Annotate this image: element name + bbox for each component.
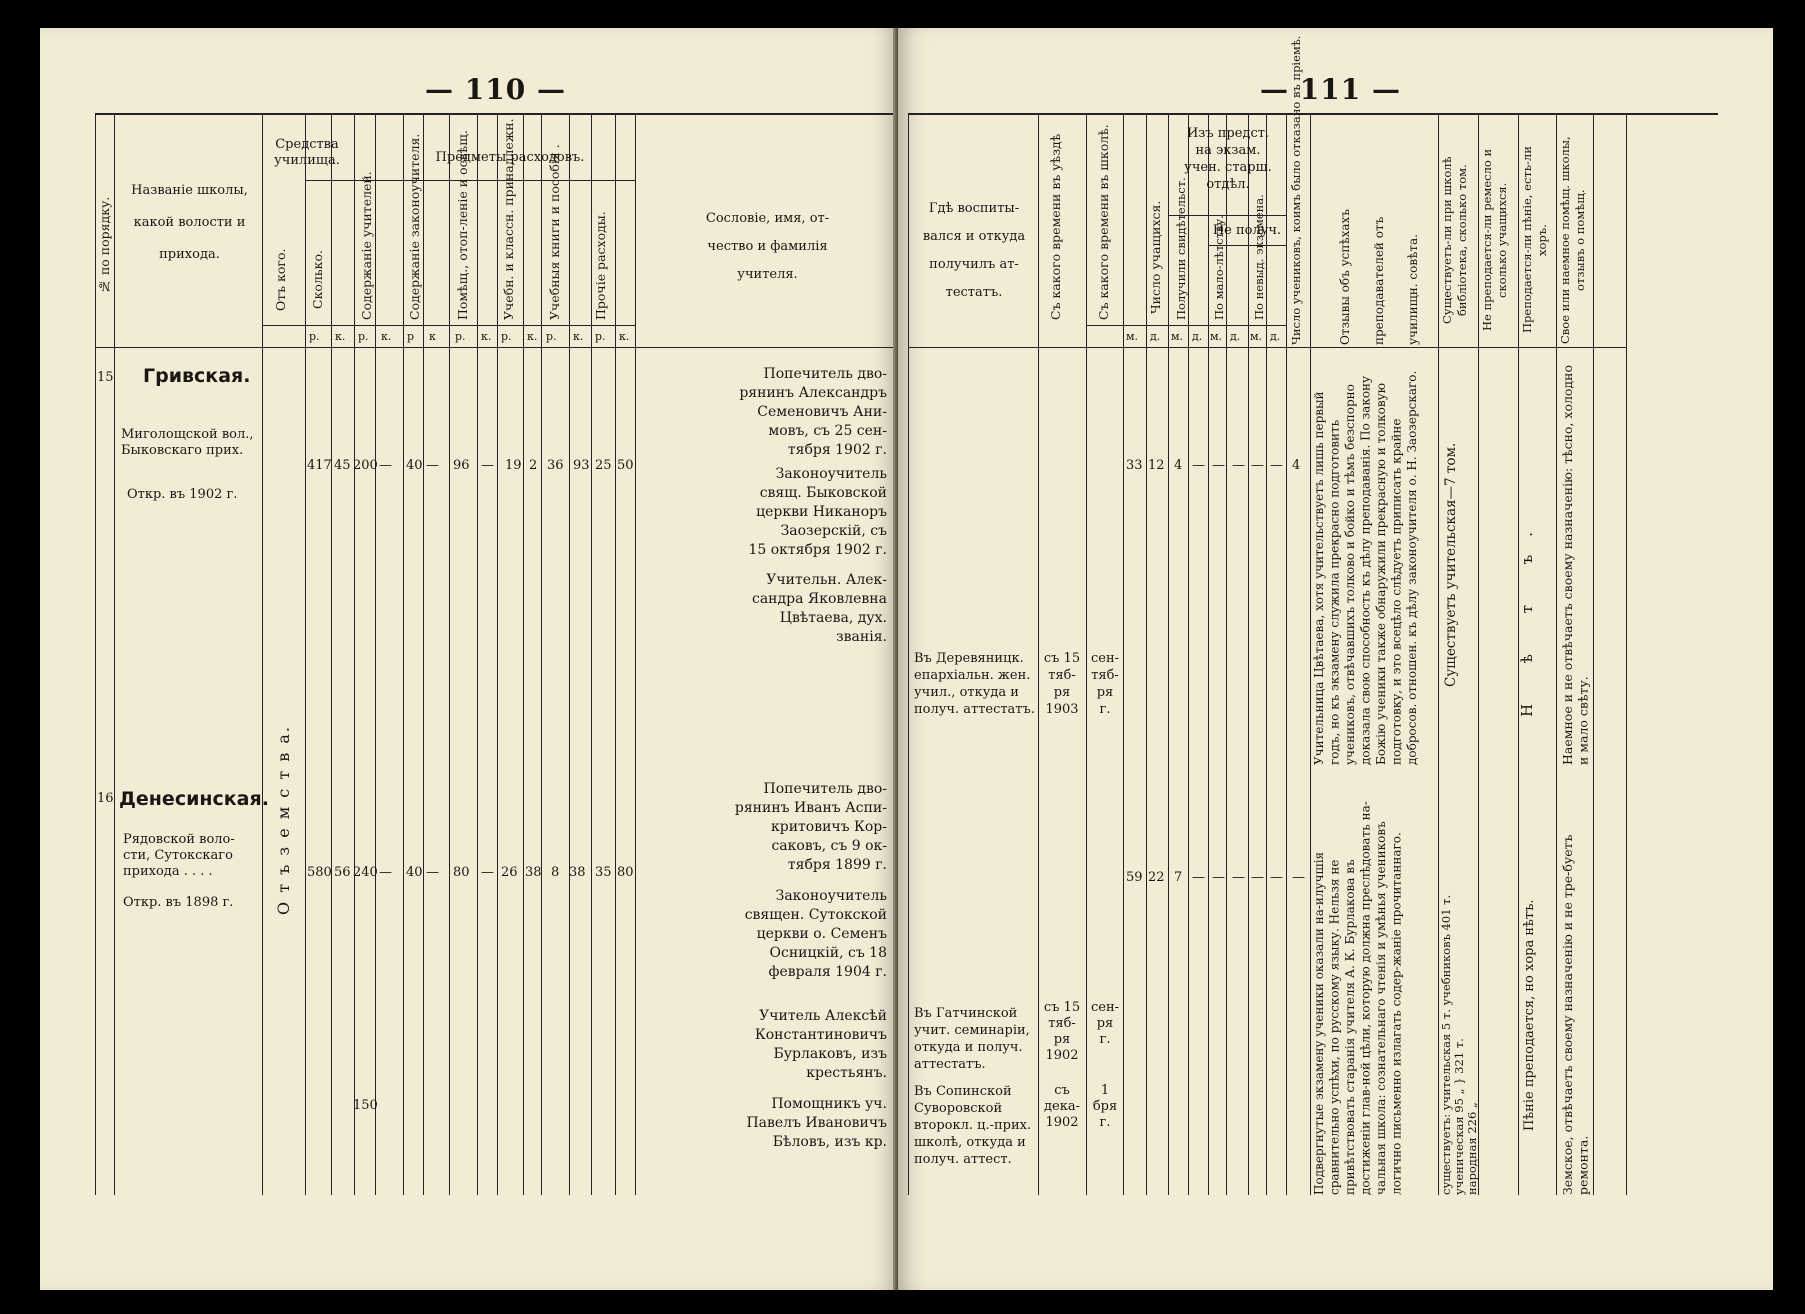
header-library: Существуетъ-ли при школѣ библіотека, сколько том. bbox=[1440, 156, 1469, 324]
unit-label: р. bbox=[501, 330, 512, 343]
header-exp-books: Учебныя книги и пособія . bbox=[547, 144, 562, 320]
value-cell: 19 bbox=[505, 458, 522, 473]
header-since-uezd: Съ какого времени въ уѣздѣ bbox=[1048, 133, 1063, 320]
header-got-cert: Получили свидѣтельст. bbox=[1174, 177, 1188, 320]
pupils-m: 33 bbox=[1126, 458, 1143, 473]
unit-label: д. bbox=[1150, 330, 1161, 343]
header-reviews: Отзывы объ успѣхахъ преподавателей отъ училищн. совѣта. bbox=[1338, 209, 1420, 345]
header-means: Средства училища. bbox=[274, 137, 340, 168]
since-school: сен- ря г. bbox=[1090, 1000, 1120, 1047]
unit-label: к. bbox=[619, 330, 630, 343]
value-cell: 93 bbox=[573, 458, 590, 473]
header-expenses: Предметы расходовъ. bbox=[435, 150, 585, 165]
cert-value: — bbox=[1232, 870, 1245, 885]
cert-value: — bbox=[1270, 458, 1283, 473]
header-land: Свое или наемное помѣщ. школы, отзывъ о помѣщ. bbox=[1558, 136, 1587, 344]
unit-label: д. bbox=[1192, 330, 1203, 343]
unit-label: к bbox=[429, 330, 436, 343]
school-opened: Откр. въ 1898 г. bbox=[123, 895, 234, 910]
vertical-note-zemstvo: О т ъ з е м с т в а. bbox=[274, 725, 293, 916]
header-exp-teachers: Содержаніе учителей. bbox=[359, 171, 374, 320]
header-exp-premises: Помѣщ., отоп-ленiе и освѣщ. bbox=[455, 130, 470, 320]
header-failed: По невыд. экзамена. bbox=[1252, 194, 1266, 320]
cert-value: — bbox=[1251, 458, 1264, 473]
value-cell-extra: 150 bbox=[353, 1098, 378, 1113]
value-cell: 26 bbox=[501, 865, 518, 880]
review-text-1: Учительница Цвѣтаева, хотя учительствуетъ лишь первый годъ, но къ экзамену служила прекрасно подготовить учениковъ, отвѣчавшихъ толково и бойко и тѣмъ безспорно доказала свою способность къ дѣлу преподаванія. По закону Божію ученики также обнаружили прекрасную и толковую подготовку, и это всецѣло слѣдуетъ приписать крайне добросов. отношен. къ дѣлу законоучителя о. Н. Заозерскаго. bbox=[1312, 370, 1419, 765]
unit-label: р. bbox=[595, 330, 606, 343]
header-singing: Преподается-ли пѣніе, есть-ли хоръ. bbox=[1520, 146, 1549, 334]
value-cell: 38 bbox=[525, 865, 542, 880]
school-name: Денесинская. bbox=[119, 788, 269, 810]
unit-label: к. bbox=[335, 330, 346, 343]
singing-2: Пѣніе преподается, но хора нѣтъ. bbox=[1522, 899, 1537, 1131]
unit-label: д. bbox=[1230, 330, 1241, 343]
pupils-d: 12 bbox=[1148, 458, 1165, 473]
value-cell: 580 bbox=[307, 865, 332, 880]
page-number-left: — 110 — bbox=[425, 73, 566, 106]
header-minor: По мало-лѣтству. bbox=[1212, 215, 1226, 320]
library-2: существуетъ: учительская 5 т. учебниковъ 401 т. ученическая 95 „ } 321 т. народная 226 „ bbox=[1439, 894, 1479, 1195]
land-2: Земское, отвѣчаетъ своему назначенію и не тре-буетъ ремонта. bbox=[1560, 834, 1591, 1195]
value-cell: 80 bbox=[453, 865, 470, 880]
cert-value: 7 bbox=[1174, 870, 1183, 885]
person-block: Помощникъ уч. Павелъ Ивановичъ Бѣловъ, изъ кр. bbox=[746, 1096, 887, 1150]
refused-value: 4 bbox=[1292, 458, 1301, 473]
cert-value: — bbox=[1232, 458, 1245, 473]
person-block: Учительн. Алек- сандра Яковлевна Цвѣтаева, дух. званія. bbox=[751, 572, 887, 645]
where-educated: Въ Деревяницк. епархіальн. жен. учил., откуда и получ. аттестатъ. bbox=[914, 651, 1035, 717]
header-pupils: Число учащихся. bbox=[1148, 200, 1163, 315]
unit-label: р bbox=[407, 330, 415, 343]
person-block: Попечитель дво- рянинъ Иванъ Аспи- критовичъ Кор- саковъ, съ 9 ок- тября 1899 г. bbox=[734, 781, 887, 873]
person-block: Законоучитель священ. Сутокской церкви о. Семенъ Осницкій, съ 18 февраля 1904 г. bbox=[744, 888, 887, 980]
land-1: Наемное и не отвѣчаетъ своему назначенію: тѣсно, холодно и мало свѣту. bbox=[1560, 365, 1591, 765]
review-text-2: Подвергнутые экзамену ученики оказали на-илучшія сравнительно успѣхи, по русскому языку. Нельзя не привѣтствовать старанія учителя А. К. Бурлакова въ достиженіи глав-ной цѣли, которую должна преслѣдовать на-чальная школа: сознательнаго чтенія и умѣнья учениковъ логично письменно излагать содер-жаніе прочитаннаго. bbox=[1312, 801, 1404, 1195]
value-cell: 417 bbox=[307, 458, 332, 473]
header-person: Сословіе, имя, от- чество и фамилія учителя. bbox=[705, 211, 830, 282]
value-cell: 80 bbox=[617, 865, 634, 880]
header-where: Гдѣ воспиты- вался и откуда получилъ ат- тестатъ. bbox=[922, 201, 1026, 300]
library-1: Существуетъ учительская—7 том. bbox=[1443, 442, 1459, 688]
unit-label: р. bbox=[455, 330, 466, 343]
header-since-school: Съ какого времени въ школѣ. bbox=[1096, 124, 1111, 320]
since-school-2: 1 бря г. bbox=[1092, 1083, 1118, 1130]
right-page bbox=[898, 28, 1773, 1290]
cert-value: — bbox=[1212, 870, 1225, 885]
since-school: сен- тяб- ря г. bbox=[1090, 651, 1120, 717]
unit-label: к. bbox=[573, 330, 584, 343]
school-name: Гривская. bbox=[143, 365, 251, 387]
value-cell: — bbox=[379, 865, 392, 880]
header-from-whom: Отъ кого. bbox=[273, 248, 288, 312]
page-number-right: — 111 — bbox=[1260, 73, 1401, 106]
cert-value: — bbox=[1251, 870, 1264, 885]
cert-value: — bbox=[1212, 458, 1225, 473]
pupils-d: 22 bbox=[1148, 870, 1165, 885]
value-cell: — bbox=[426, 458, 439, 473]
header-exp-other: Прочіе расходы. bbox=[593, 211, 608, 320]
header-exp-supplies: Учебн. и классн. принадлежн. bbox=[501, 118, 516, 320]
value-cell: 56 bbox=[334, 865, 351, 880]
unit-label: р. bbox=[358, 330, 369, 343]
value-cell: 8 bbox=[551, 865, 560, 880]
unit-label: м. bbox=[1250, 330, 1263, 343]
row-no: 15 bbox=[97, 370, 114, 385]
value-cell: — bbox=[481, 458, 494, 473]
cert-value: 4 bbox=[1174, 458, 1183, 473]
header-not-got: Не получ. bbox=[1212, 223, 1282, 238]
school-opened: Откр. въ 1902 г. bbox=[127, 487, 238, 502]
since-uezd: съ 15 тяб- ря 1902 bbox=[1043, 1000, 1081, 1063]
school-parish: Миголощской вол., Быковскаго прих. bbox=[121, 427, 254, 458]
header-school: Названіе школы, какой волости и прихода. bbox=[131, 183, 248, 262]
person-block: Попечитель дво- рянинъ Александръ Семеновичъ Ани- мовъ, съ 25 сен- тября 1902 г. bbox=[739, 366, 887, 458]
since-uezd: съ 15 тяб- ря 1903 bbox=[1043, 651, 1081, 717]
unit-label: м. bbox=[1126, 330, 1139, 343]
unit-label: м. bbox=[1171, 330, 1184, 343]
refused-value: — bbox=[1292, 870, 1305, 885]
person-block: Учитель Алексѣй Константиновичъ Бурлаковъ, изъ крестьянъ. bbox=[754, 1008, 887, 1081]
header-no: № по порядку. bbox=[97, 196, 112, 294]
unit-label: к. bbox=[527, 330, 538, 343]
value-cell: 36 bbox=[547, 458, 564, 473]
singing-1: Н ѣ т ъ. bbox=[1518, 513, 1536, 717]
value-cell: — bbox=[481, 865, 494, 880]
pupils-m: 59 bbox=[1126, 870, 1143, 885]
value-cell: 2 bbox=[529, 458, 538, 473]
where-educated: Въ Гатчинской учит. семинаріи, откуда и получ. аттестатъ. bbox=[914, 1006, 1030, 1072]
row-no: 16 bbox=[97, 791, 114, 806]
left-table bbox=[95, 113, 905, 1195]
unit-label: м. bbox=[1210, 330, 1223, 343]
since-uezd-2: съ дека- 1902 bbox=[1044, 1083, 1080, 1130]
value-cell: 96 bbox=[453, 458, 470, 473]
unit-label: к. bbox=[481, 330, 492, 343]
value-cell: 35 bbox=[595, 865, 612, 880]
header-how-much: Сколько. bbox=[310, 250, 325, 310]
cert-value: — bbox=[1192, 870, 1205, 885]
value-cell: 40 bbox=[406, 458, 423, 473]
unit-label: к. bbox=[381, 330, 392, 343]
value-cell: 40 bbox=[406, 865, 423, 880]
cert-value: — bbox=[1192, 458, 1205, 473]
school-parish: Рядовской воло- сти, Сутокскаго прихода . . . . bbox=[123, 832, 235, 879]
cert-value: — bbox=[1270, 870, 1283, 885]
unit-label: д. bbox=[1270, 330, 1281, 343]
unit-label: р. bbox=[309, 330, 320, 343]
value-cell: 38 bbox=[569, 865, 586, 880]
value-cell: 200 bbox=[353, 458, 378, 473]
unit-label: р. bbox=[546, 330, 557, 343]
value-cell: 50 bbox=[617, 458, 634, 473]
where-educated-2: Въ Сопинской Суворовской второкл. ц.-прих. школѣ, откуда и получ. аттест. bbox=[914, 1084, 1032, 1167]
value-cell: 240 bbox=[353, 865, 378, 880]
value-cell: 45 bbox=[334, 458, 351, 473]
value-cell: 25 bbox=[595, 458, 612, 473]
person-block: Законоучитель свящ. Быковской церкви Никаноръ Заозерскій, съ 15 октября 1902 г. bbox=[748, 466, 887, 558]
header-exam-group: Изъ предст. на экзам. учен. старш. отдѣл. bbox=[1184, 126, 1272, 192]
header-refused: Число учениковъ, коимъ было отказано въ пріемѣ. bbox=[1289, 35, 1303, 345]
left-page bbox=[40, 28, 898, 1290]
value-cell: — bbox=[379, 458, 392, 473]
header-craft: Не преподается-ли ремесло и сколько учащихся. bbox=[1480, 148, 1509, 332]
header-exp-priest: Содержаніе законоучителя. bbox=[407, 133, 422, 320]
value-cell: — bbox=[426, 865, 439, 880]
